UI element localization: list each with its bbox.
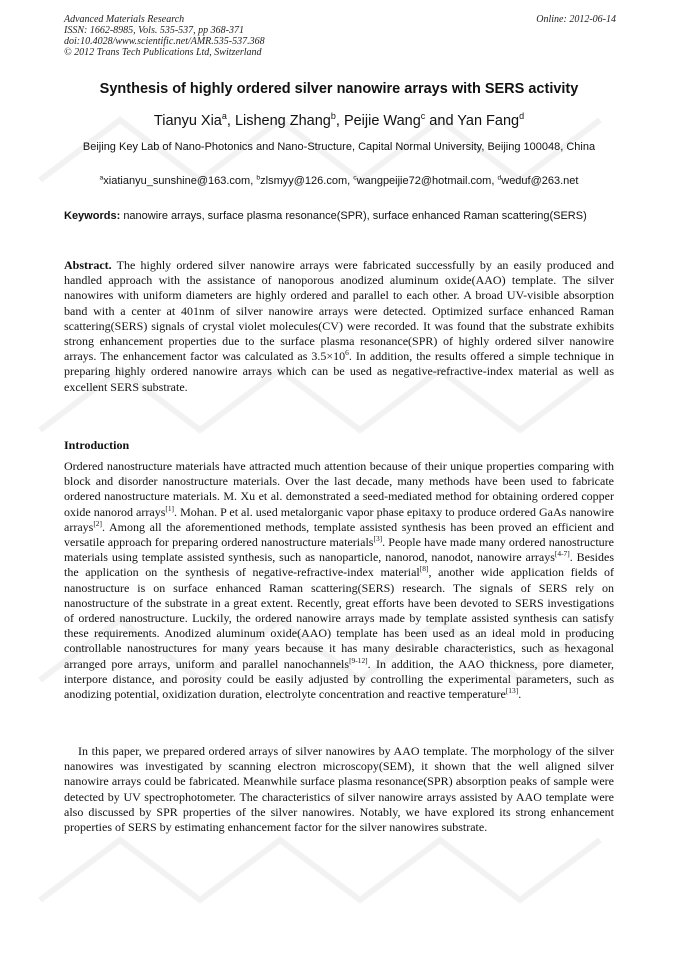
author-name: Yan Fang <box>457 113 520 129</box>
paper-title: Synthesis of highly ordered silver nanowire arrays with SERS activity <box>99 81 579 97</box>
intro-text: . Mohan. P et al. used metalorganic vapor phase epitaxy to produce ordered GaAs nanowire arrays <box>64 504 614 534</box>
author-name: Peijie Wang <box>343 113 421 129</box>
email-address[interactable]: wangpeijie72@hotmail.com <box>356 175 492 187</box>
author-list <box>40 113 638 129</box>
email-address[interactable]: xiatianyu_sunshine@163.com <box>103 175 251 187</box>
citation-ref[interactable]: [1] <box>165 503 175 513</box>
email-address[interactable]: zlsmyy@126.com <box>260 175 348 187</box>
intro-text: . Besides the application on the synthesis of negative-refractive-index material <box>64 550 614 580</box>
abstract-text: The highly ordered silver nanowire arrays were fabricated successfully by an easily produced and handled approach with the assistance of nanoporous anodized aluminum oxide(AAO) template. The silver nanowires with uniform diameters are highly ordered and parallel to each other. A broad UV-visible absorption band with a center at 401nm of silver nanowire arrays were detected. Optimized surface enhanced Raman scattering(SERS) signals of crystal violet molecules(CV) were recorded. It was found that the substrate exhibits strong enhancement properties due to the surface plasma resonance(SPR) of highly ordered silver nanowire arrays. The enhancement factor was calculated as 3.5×10 <box>64 258 614 364</box>
intro-paragraph-2: In this paper, we prepared ordered arrays of silver nanowires by AAO template. The morphology of the silver nanowires was investigated by scanning electron microscopy(SEM), it shown that the well aligned silver nanowire arrays could be fabricated. Meanwhile surface plasma resonance(SPR) absorption peaks of sample were detected by UV spectrophotometer. The characteristics of silver nanowire arrays assisted by AAO template were also discussed by SPR properties of the silver nanowires. Notably, we have explored its strong enhancement properties of SERS by estimating enhancement factor for the silver nanowires substrate. <box>64 744 614 835</box>
citation-ref[interactable]: [4-7] <box>554 549 570 559</box>
journal-name: Advanced Materials Research <box>64 14 185 25</box>
abstract-text-cont: . In addition, the results offered a simple technique in preparing highly ordered nanowire arrays which can be used as negative-refractive-index material as well as excellent SERS substrate. <box>64 349 614 394</box>
section-heading-introduction: Introduction <box>64 438 130 452</box>
author-separator: and <box>425 113 458 129</box>
affiliation: Beijing Key Lab of Nano-Photonics and Nano-Structure, Capital Normal University, Beijing 100048, China <box>82 141 596 153</box>
abstract-exponent: 6 <box>345 348 349 358</box>
intro-text: Ordered nanostructure materials have attracted much attention because of their unique properties comparing with block and disorder nanostructure materials. Over the last decade, many methods have been used to fabricate ordered nanostructure materials. M. Xu et al. demonstrated a seed-mediated method for obtaining ordered copper oxide nanorod arrays <box>64 459 614 519</box>
keywords-text: nanowire arrays, surface plasma resonance(SPR), surface enhanced Raman scattering(SERS) <box>123 210 587 222</box>
intro-paragraph-1 <box>64 459 614 702</box>
citation-ref[interactable]: [2] <box>93 518 103 528</box>
email-sup: b <box>256 174 261 182</box>
journal-header <box>64 14 616 58</box>
email-sup: a <box>99 174 104 182</box>
author-sup: b <box>330 111 336 122</box>
issn-line: ISSN: 1662-8985, Vols. 535-537, pp 368-371 <box>64 25 244 36</box>
intro-text: . Among all the aforementioned methods, template assisted synthesis has been proved an efficient and versatile approach for preparing ordered nanostructure materials <box>64 519 614 550</box>
email-list: $^a$xiatianyu_sunshine@163.com, $^b$zlsmyy@126.com, $^c$wangpeijie72@hotmail.com, $^d$weduf@263.net <box>99 174 579 187</box>
doi-line: doi:10.4028/www.scientific.net/AMR.535-537.368 <box>64 36 265 47</box>
online-date: Online: 2012-06-14 <box>536 14 616 25</box>
author-separator: , <box>335 113 344 129</box>
citation-ref[interactable]: [13] <box>505 686 519 696</box>
intro-text: , another wide application fields of nanostructure is on surface enhanced Raman scattering(SERS) research. The signals of SERS rely on nanostructure of the substrate in a great extent. Recently, great efforts have been devoted to SERS investigations of ordered nanostructure. Luckily, the ordered nanowire arrays made by template assisted synthesis can satisfy these requirements. Anodized aluminum oxide(AAO) template has been used as an ideal mold in producing controllable nanostructures for many years because it has many desirable characteristics, such as hexagonal arranged pore arrays, uniform and parallel nanochannels <box>64 565 614 671</box>
keywords <box>64 209 614 223</box>
intro-text: . In addition, the AAO thickness, pore diameter, interpore distance, and porosity could be easily adjusted by controlling the experimental parameters, such as anodizing potential, oxidization duration, electrolyte concentration and reactive temperature <box>64 656 614 702</box>
author-name: Lisheng Zhang <box>234 113 331 129</box>
keywords-label: Keywords: <box>64 210 121 222</box>
abstract <box>64 258 614 395</box>
citation-ref[interactable]: [3] <box>373 534 383 544</box>
email-sup: c <box>353 174 357 182</box>
email-sup: d <box>497 174 502 182</box>
author-sup: d <box>519 111 525 122</box>
author-name: Tianyu Xia <box>153 113 222 129</box>
citation-ref[interactable]: [8] <box>419 564 429 574</box>
intro-text: . <box>518 687 522 702</box>
intro-text: . People have made many ordered nanostructure materials using template assisted synthesis, such as nanoparticle, nanorod, nanodot, nanowire arrays <box>64 535 614 565</box>
abstract-label: Abstract. <box>64 258 112 272</box>
citation-ref[interactable]: [9-12] <box>349 655 368 665</box>
author-separator: , <box>226 113 235 129</box>
email-address[interactable]: weduf@263.net <box>501 175 579 187</box>
author-sup: c <box>420 111 426 122</box>
copyright-line: © 2012 Trans Tech Publications Ltd, Switzerland <box>64 47 262 58</box>
author-sup: a <box>221 111 227 122</box>
